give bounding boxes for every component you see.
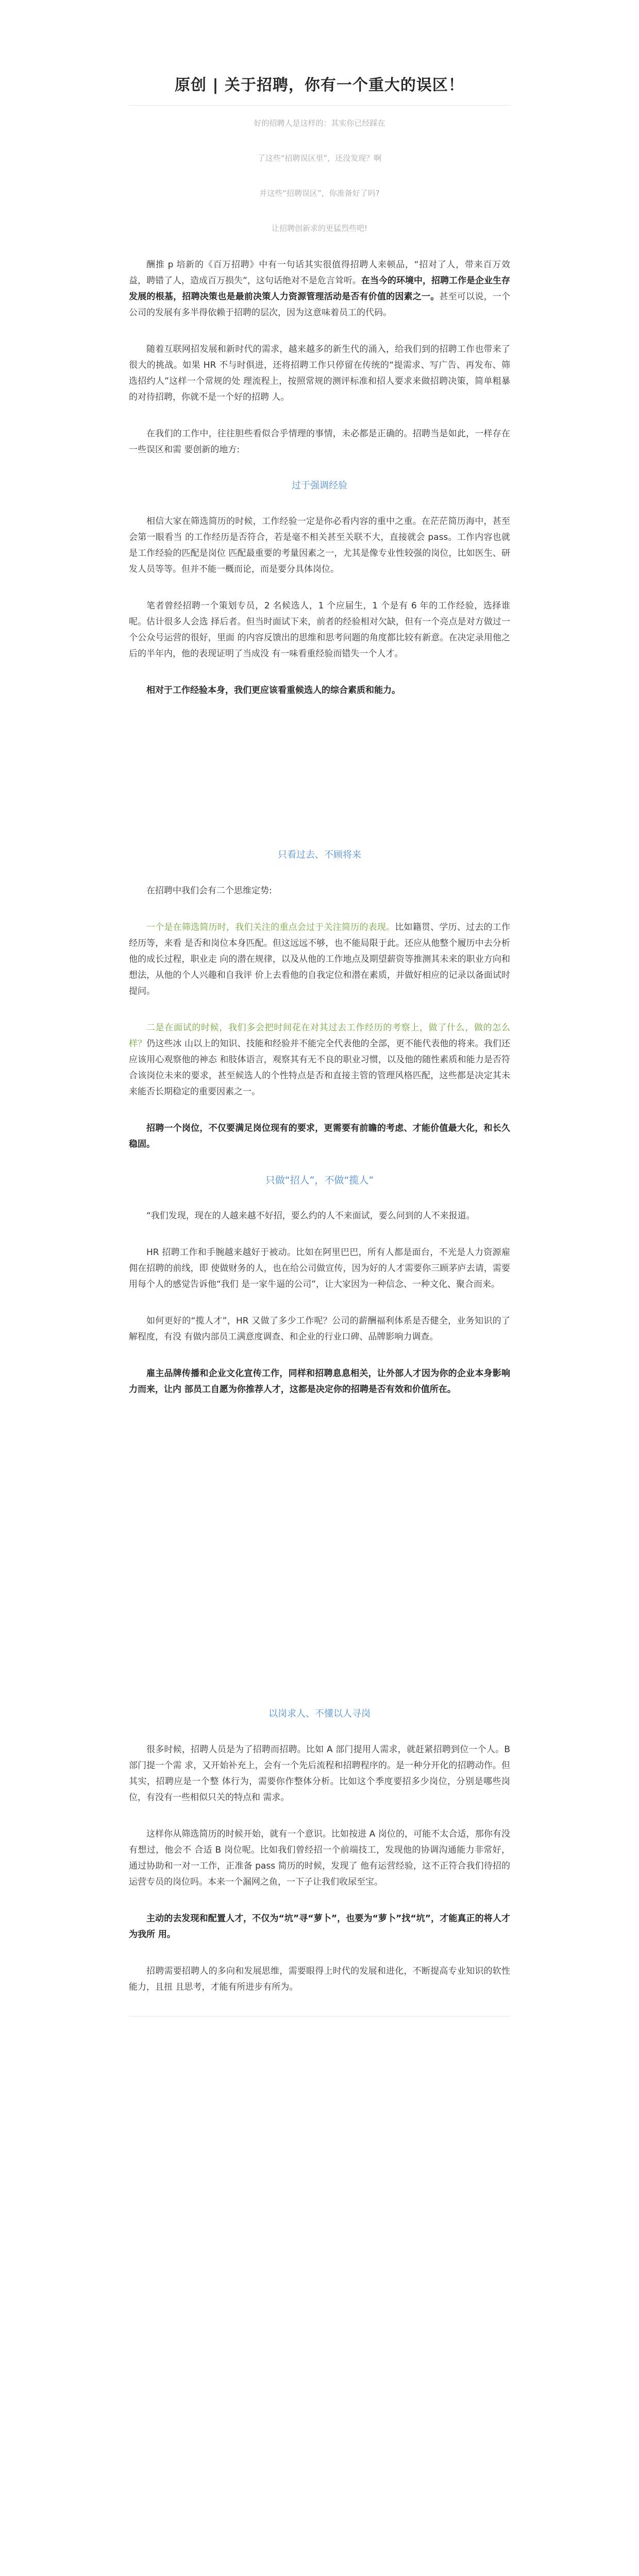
paragraph: 随着互联网招发展和新时代的需求，越来越多的新生代的涌入，给我们到的招聘工作也带来了很大的挑战。如果 HR 不与时俱进，还将招聘工作只停留在传统的“提需求、写广告、再发布、筛选招约人”这样一个常规的处 理流程上，按照常规的测评标准和招人要求来做招聘决策，简单粗暴的对待招聘，你就不是一个好的招聘 人。 (129, 344, 510, 402)
article-body (129, 257, 510, 1995)
paragraph: 在招聘中我们会有二个思维定势: (146, 886, 272, 896)
bold-paragraph: 雇主品牌传播和企业文化宣传工作，同样和招聘息息相关，让外部人才因为你的企业本身影响力而来，让内 部员工自愿为你推荐人才，这都是决定你的招聘是否有效和价值所在。 (129, 1368, 510, 1395)
section-heading-experience: 过于强调经验 (292, 480, 347, 491)
intro-line: 并这些“招聘误区”，你准备好了吗? (259, 189, 380, 198)
paragraph: “我们发现，现在的人越来越不好招，要么约的人不来面试，要么问到的人不来报道。 (146, 1211, 475, 1221)
paragraph: 相信大家在筛选简历的时候，工作经验一定是你必看内容的重中之重。在茫茫简历海中，甚至会第一眼看当 的工作经历是否符合，若是毫不相关甚至关联不大，直接就会 pass。工作内容也就是工作经验的匹配是岗位 匹配最重要的考量因素之一，尤其是像专业性较强的岗位，比如医生、研发人员等等。但并不能一概而论，而是要分具体岗位。 (129, 516, 510, 574)
paragraph-text: 酬推 p 培新的《百万招聘》中有一句话其实很值得招聘人来顿品，“招对了人，带来百万效益，聘错了人，造成百万损失”，这句话绝对不是危言耸听。 (129, 260, 510, 286)
blank-space (129, 1418, 510, 1707)
highlighted-text: 二是在面试的时候，我们多会把时间花在对其过去工作经历的考察上，做了什么，做的怎么样？ (129, 1023, 510, 1049)
highlighted-text: 一个是在筛选简历时，我们关注的重点会过于关注简历的表现。 (146, 922, 395, 933)
paragraph-text: 比如籍贯、学历、过去的工作经历等，来看 是否和岗位本身匹配。但这远远不够，也不能局限于此。还应从他整个履历中去分析他的成长过程，职业走 向的潜在规律，以及从他的工作地点及期望薪资等推测其未来的职业方向和想法，从他的个人兴趣和自我评 价上去看他的自我定位和潜在素质，并做好相应的记录以备面试时提问。 (129, 922, 511, 996)
paragraph-text: 甚至可以说，一个公司的发展有多半得依赖于招聘的层次，因为这意味着员工的代码。 (129, 292, 510, 318)
paragraph (129, 920, 510, 999)
intro-line: 好的招聘人是这样的：其实你已经踩在 (254, 118, 385, 128)
section-heading-past-future: 只看过去、不顾将来 (278, 850, 361, 860)
bold-paragraph: 招聘一个岗位，不仅要满足岗位现有的要求，更需要有前瞻的考虑、才能价值最大化，和长久稳固。 (129, 1123, 510, 1149)
paragraph: HR 招聘工作和手腕越来越好于被动。比如在阿里巴巴，所有人都是面台，不光是人力资源雇佣在招聘的前线，即 使做财务的人，也在给公司做宣传，因为好的人才需要你三顾茅庐去请，需要用每个人的感觉告诉他“我们 是一家牛逼的公司”，让大家因为一种信念、一种文化、聚合而来。 (129, 1247, 510, 1290)
page-title: 原创 | 关于招聘，你有一个重大的误区！ (175, 76, 464, 94)
intro-block (129, 117, 510, 234)
paragraph (129, 257, 510, 321)
paragraph: 这样你从筛选简历的时候开始，就有一个意识。比如按进 A 岗位的，可能不太合适，那你有没有想过，他会不 合适 B 岗位呢。比如我们曾经招一个前端技工，发现他的协调沟通能力非常好，通过协助和一对一工作，正准备 pass 简历的时候，发现了 他有运营经验，这不正符合我们待招的运营专员的岗位吗。本来一个漏网之鱼，一下子让我们收尿至宝。 (129, 1829, 510, 1887)
section-heading-attract: 只做“招人”，不做“揽人” (265, 1175, 374, 1186)
title-divider (129, 105, 510, 106)
paragraph: 笔者曾经招聘一个策划专员，2 名候选人，1 个应届生，1 个是有 6 年的工作经验，选择谁呢。估计很多人会选 择后者。但当时面试下来，前者的经验相对欠缺，但有一个亮点是对方做过一个公众号运营的很好，里面 的内容反馈出的思维和思考问题的角度都比较有新意。在决定录用他之后的半年内，他的表现证明了当成没 有一味看重经验而错失一个人才。 (129, 601, 510, 659)
paragraph (129, 1020, 510, 1100)
intro-line: 了这些“招聘误区里”，还没发现？啊 (257, 154, 382, 163)
bold-paragraph: 相对于工作经验本身，我们更应该看重候选人的综合素质和能力。 (146, 685, 400, 696)
intro-line: 让招聘创新求的更猛烈些吧! (271, 224, 367, 233)
section-heading-people-positions: 以岗求人、不懂以人寻岗 (268, 1708, 371, 1719)
paragraph: 很多时候，招聘人员是为了招聘而招聘。比如 A 部门提用人需求，就赶紧招聘到位一个人。B 部门提一个需 求，又开始补充上，会有一个先后流程和招聘程序的。是一种分开化的招聘动作。但其实，招聘应是一个整 体行为，需要你作整体分析。比如这个季度要招多少岗位，分别是哪些岗位，有没有一些相似只关的特点和 需求。 (129, 1744, 510, 1803)
blank-space (129, 719, 510, 848)
bold-paragraph: 主动的去发现和配置人才，不仅为“坑”寻“萝卜”，也要为“萝卜”找“坑”，才能真正的将人才为我所 用。 (129, 1913, 510, 1940)
paragraph: 如何更好的“揽人才”，HR 又做了多少工作呢？公司的薪酬福利体系是否健全，业务知识的了解程度，有没 有做内部员工满意度调查、和企业的行业口碑、品牌影响力调查。 (129, 1316, 510, 1342)
paragraph: 在我们的工作中，往往胆些看似合乎情理的事情，未必都是正确的。招聘当是如此，一样存在一些误区和需 要创新的地方: (129, 429, 510, 455)
paragraph: 招聘需要招聘人的多向和发展思维，需要眼得上时代的发展和进化，不断提高专业知识的软性能力，且扭 且思考，才能有所进步有所为。 (129, 1966, 510, 1992)
paragraph-text: 仍这些冰 山以上的知识、技能和经验并不能完全代表他的全部，更不能代表他的将来。我们还应该用心观察他的神态 和肢体语言，观察其有无不良的职业习惯，以及他的随性素质和能力是否符合该岗位未来的要求，甚至候选人的个性特点是否和直接主管的管理风格匹配，这些都是决定其未来能否长期稳定的重要因素之一。 (129, 1039, 511, 1097)
article (129, 0, 510, 2016)
paragraph-emphasis: 在当今的环境中，招聘工作是企业生存发展的根基，招聘决策也是最前决策人力资源管理活动是否有价值的因素之一。 (129, 276, 511, 302)
